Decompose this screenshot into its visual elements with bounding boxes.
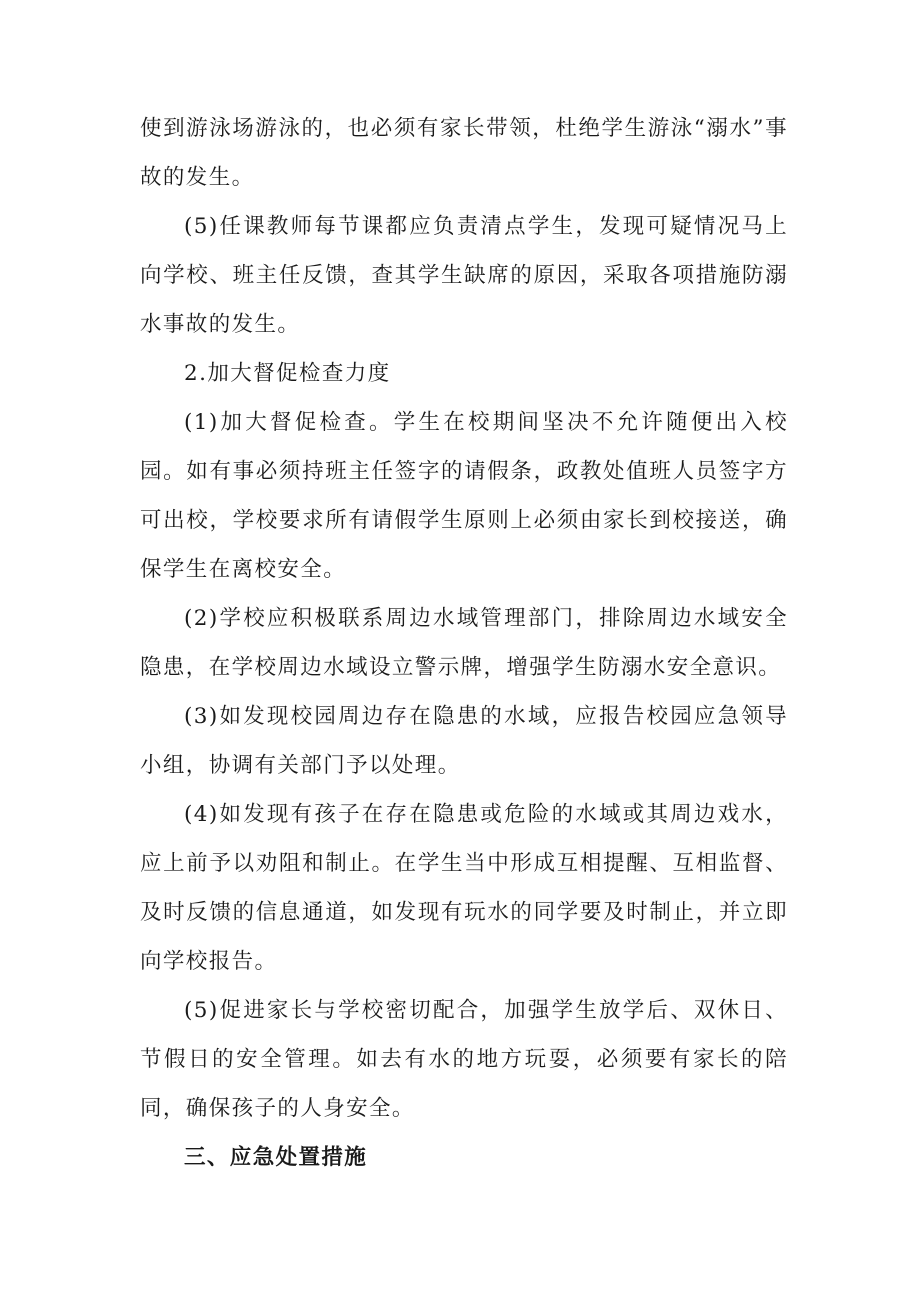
- paragraph-item-4-dissuade: (4)如发现有孩子在存在隐患或危险的水域或其周边戏水，应上前予以劝阻和制止。在学生当中形成互相提醒、互相监督、及时反馈的信息通道，如发现有玩水的同学要及时制止，并立即向学校报告。: [140, 802, 788, 974]
- paragraph-continuation: 使到游泳场游泳的，也必须有家长带领，杜绝学生游泳“溺水”事故的发生。: [140, 116, 788, 190]
- section-heading-3: 三、应急处置措施: [184, 1145, 368, 1170]
- document-page: [140, 104, 788, 1182]
- paragraph-item-3-hazard-report: (3)如发现校园周边存在隐患的水域，应报告校园应急领导小组，协调有关部门予以处理。: [140, 704, 788, 778]
- subsection-title-2: 2.加大督促检查力度: [184, 361, 391, 386]
- paragraph-item-5-parents: (5)促进家长与学校密切配合，加强学生放学后、双休日、节假日的安全管理。如去有水的地方玩耍，必须要有家长的陪同，确保孩子的人身安全。: [140, 998, 788, 1121]
- paragraph-item-2-water-area: (2)学校应积极联系周边水域管理部门，排除周边水域安全隐患，在学校周边水域设立警示牌，增强学生防溺水安全意识。: [140, 606, 788, 680]
- paragraph-item-1-inspection: (1)加大督促检查。学生在校期间坚决不允许随便出入校园。如有事必须持班主任签字的请假条，政教处值班人员签字方可出校，学校要求所有请假学生原则上必须由家长到校接送，确保学生在离校安全。: [140, 410, 788, 582]
- paragraph-item-5-teacher: (5)任课教师每节课都应负责清点学生，发现可疑情况马上向学校、班主任反馈，查其学生缺席的原因，采取各项措施防溺水事故的发生。: [140, 214, 788, 337]
